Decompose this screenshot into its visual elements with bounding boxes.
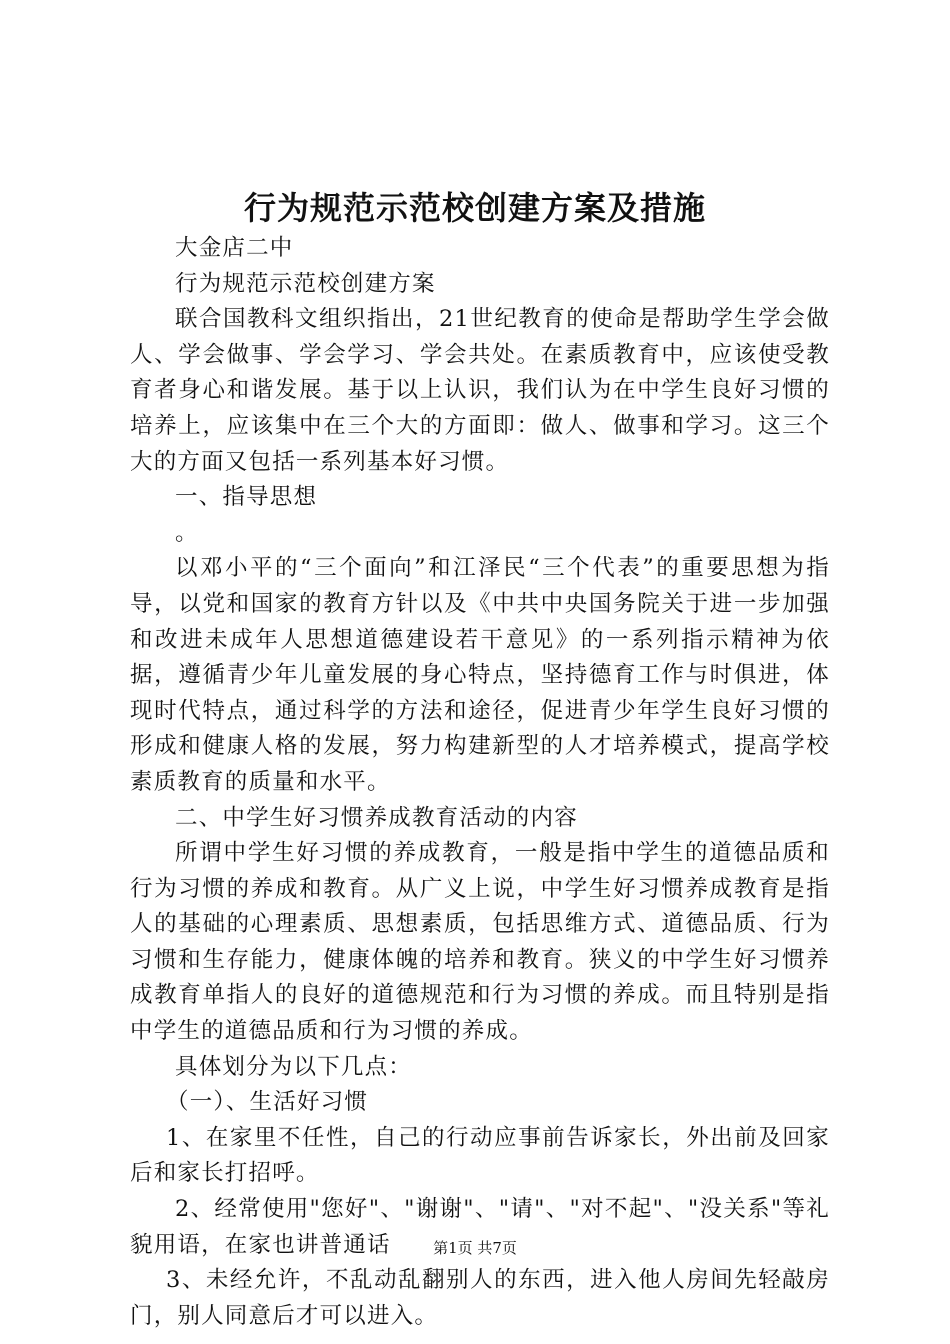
document-body bbox=[130, 231, 830, 1334]
body-paragraph: 以邓小平的“三个面向”和江泽民“三个代表”的重要思想为指导，以党和国家的教育方针以及《中共中央国务院关于进一步加强和改进未成年人思想道德建设若干意见》的一系列指示精神为依据，遵循青少年儿童发展的身心特点，坚持德育工作与时俱进，体现时代特点，通过科学的方法和途径，促进青少年学生良好习惯的形成和健康人格的发展，努力构建新型的人才培养模式，提高学校素质教育的质量和水平。 bbox=[130, 555, 830, 795]
body-paragraph: 具体划分为以下几点： bbox=[175, 1053, 413, 1080]
plan-subtitle: 行为规范示范校创建方案 bbox=[175, 270, 436, 297]
list-item: 1、在家里不任性，自己的行动应事前告诉家长，外出前及回家后和家长打招呼。 bbox=[130, 1124, 830, 1187]
list-item: 2、经常使用"您好"、"谢谢"、"请"、"对不起"、"没关系"等礼貌用语，在家也讲普通话 bbox=[130, 1196, 830, 1258]
subsection-heading: （一）、生活好习惯 bbox=[166, 1089, 369, 1116]
section-heading: 一、指导思想 bbox=[175, 484, 318, 511]
list-item: 3、未经允许，不乱动乱翻别人的东西，进入他人房间先轻敲房门，别人同意后才可以进入。 bbox=[130, 1267, 830, 1329]
document-title: 行为规范示范校创建方案及措施 bbox=[243, 189, 706, 227]
school-name: 大金店二中 bbox=[175, 235, 294, 261]
page-number-footer: 第1页 共7页 bbox=[433, 1239, 517, 1257]
body-paragraph: 。 bbox=[175, 519, 199, 546]
section-heading: 二、中学生好习惯养成教育活动的内容 bbox=[175, 804, 578, 831]
body-paragraph: 联合国教科文组织指出，21世纪教育的使命是帮助学生学会做人、学会做事、学会学习、学会共处。在素质教育中，应该使受教育者身心和谐发展。基于以上认识，我们认为在中学生良好习惯的培养上，应该集中在三个大的方面即：做人、做事和学习。这三个大的方面又包括一系列基本好习惯。 bbox=[130, 306, 830, 475]
body-paragraph: 所谓中学生好习惯的养成教育，一般是指中学生的道德品质和行为习惯的养成和教育。从广义上说，中学生好习惯养成教育是指人的基础的心理素质、思想素质，包括思维方式、道德品质、行为习惯和生存能力，健康体魄的培养和教育。狭义的中学生好习惯养成教育单指人的良好的道德规范和行为习惯的养成。而且特别是指中学生的道德品质和行为习惯的养成。 bbox=[130, 840, 830, 1045]
